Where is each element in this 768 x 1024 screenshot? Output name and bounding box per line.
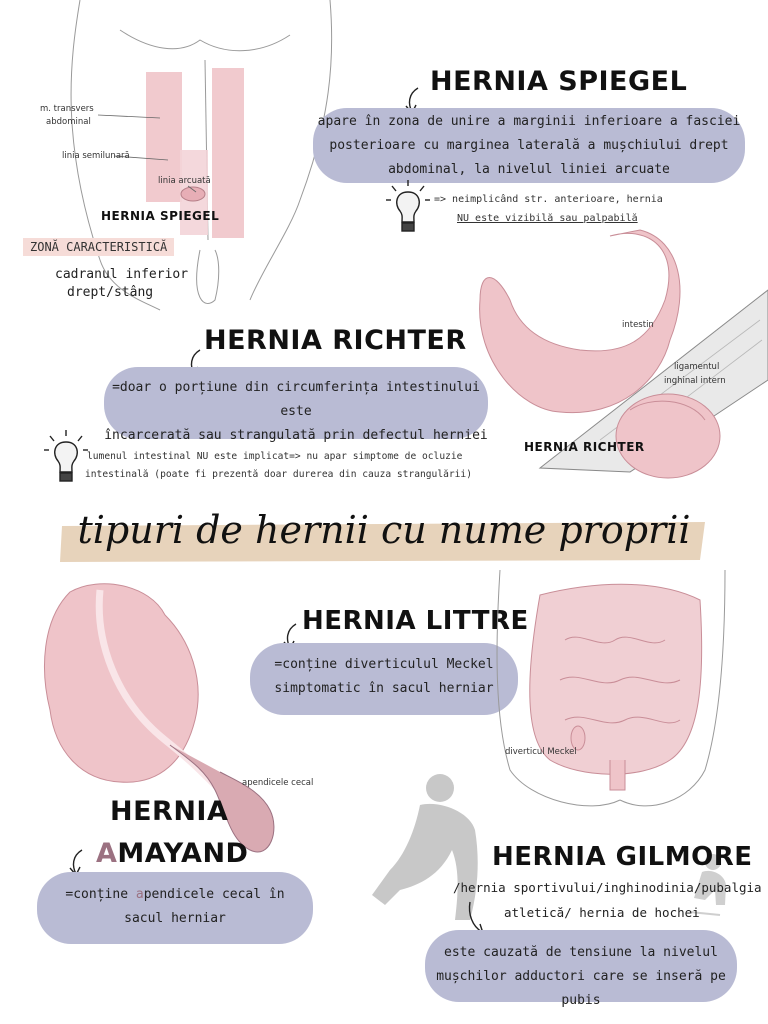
richter-fig-label: HERNIA RICHTER (524, 440, 645, 454)
spiegel-tip1: => neimplicând str. anterioare, hernia (434, 194, 663, 205)
zone-tag: ZONĂ CARACTERISTICĂ (23, 238, 174, 256)
gilmore-line2: mușchilor adductori care se inseră pe pubis (436, 969, 726, 1008)
gilmore-alias1: /hernia sportivului/inghinodinia/pubalgia (453, 880, 762, 895)
littre-fig-label: diverticul Meckel (505, 747, 577, 757)
label-transvers-2: abdominal (46, 117, 91, 127)
zone-line1: cadranul inferior (55, 267, 189, 282)
littre-line2: simptomatic în sacul herniar (274, 681, 494, 696)
gilmore-line1: este cauzată de tensiune la nivelul (444, 945, 718, 960)
title-gilmore: HERNIA GILMORE (492, 842, 753, 872)
title-amayand-line1: HERNIA (110, 796, 229, 827)
richter-line2: încarcerată sau strangulată prin defectul herniei (104, 428, 488, 443)
richter-tip2: intestinală (poate fi prezentă doar durerea din cauza strangulării) (85, 469, 472, 480)
richter-fig-lig1: ligamentul (674, 362, 720, 372)
spiegel-line1: apare în zona de unire a marginii inferioare a fasciei (317, 114, 741, 129)
gilmore-alias2: atletică/ hernia de hochei (504, 905, 700, 920)
title-amayand-line2 (96, 838, 248, 869)
richter-fig-lig2: inghinal intern (664, 376, 726, 386)
title-amayand-initial: A (96, 838, 118, 869)
amayand-fig-label: apendicele cecal (242, 778, 314, 788)
label-transvers-1: m. transvers (40, 104, 94, 114)
title-littre: HERNIA LITTRE (302, 606, 529, 636)
banner-title: tipuri de hernii cu nume proprii (77, 508, 691, 552)
amayand-line1-pre: =conține (65, 887, 136, 902)
amayand-line1-initial: a (135, 887, 144, 902)
amayand-line1-post: pendicele cecal în (143, 887, 285, 902)
label-semilunara: linia semilunară (62, 151, 130, 161)
title-richter: HERNIA RICHTER (204, 325, 467, 356)
spiegel-tip2: NU este vizibilă sau palpabilă (457, 213, 638, 224)
label-arcuata: linia arcuată (158, 176, 211, 186)
spiegel-line3: abdominal, la nivelul liniei arcuate (388, 162, 670, 177)
figure-label-spiegel: HERNIA SPIEGEL (101, 209, 220, 223)
title-amayand-rest: MAYAND (117, 838, 249, 869)
littre-line1: =conține diverticulul Meckel (274, 657, 494, 672)
amayand-line1 (37, 883, 313, 907)
richter-tip1: lumenul intestinal NU este implicat=> nu apar simptome de ocluzie (87, 451, 463, 462)
amayand-line2: sacul herniar (124, 911, 226, 926)
spiegel-line2: posterioare cu marginea laterală a mușchiului drept (329, 138, 729, 153)
richter-fig-intestin: intestin (622, 320, 654, 330)
pill-amayand (37, 872, 313, 944)
pill-gilmore (425, 930, 737, 1008)
richter-line1: =doar o porțiune din circumferința intestinului este (112, 380, 480, 419)
zone-line2: drept/stâng (67, 285, 154, 300)
title-spiegel: HERNIA SPIEGEL (430, 66, 688, 97)
